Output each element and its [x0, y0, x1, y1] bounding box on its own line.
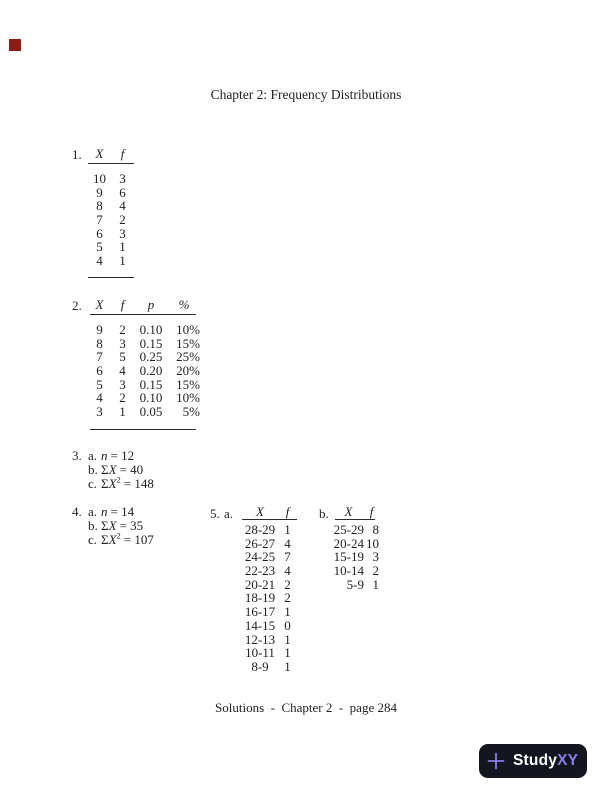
- table-row: [88, 186, 134, 200]
- frequency-table-5a: [242, 505, 297, 674]
- table-row: [88, 405, 200, 419]
- cell-f: 4: [284, 563, 291, 579]
- cell-f: 2: [119, 390, 126, 406]
- table-row: [242, 619, 297, 633]
- cell-x: 20-21: [244, 576, 276, 592]
- item-label: a.: [88, 504, 98, 519]
- problem-2-number: 2.: [72, 298, 82, 313]
- table-row: [88, 254, 134, 268]
- cell-x: 5: [96, 239, 103, 255]
- table-row: [242, 537, 297, 551]
- cell-p: 0.10: [139, 322, 163, 337]
- table-row: [242, 660, 297, 674]
- problem-4: [72, 505, 154, 547]
- cell-p: 0.25: [139, 349, 163, 365]
- table-row: [88, 172, 134, 186]
- cell-x: 4: [96, 390, 103, 406]
- cell-f: 7: [284, 549, 291, 565]
- cell-pct: 15%: [176, 335, 200, 351]
- cell-x: 16-17: [244, 604, 276, 620]
- page-title: Chapter 2: Frequency Distributions: [210, 87, 402, 102]
- table-header: [88, 146, 134, 163]
- cell-f: 1: [119, 404, 126, 420]
- cell-x: 24-25: [244, 549, 276, 565]
- table-row: [88, 378, 200, 392]
- cell-p: 0.05: [139, 404, 163, 420]
- formula: $\Sigma X^2 = 148$: [101, 474, 154, 491]
- cell-f: 1: [284, 631, 291, 647]
- cell-x: 15-19: [333, 549, 364, 565]
- cell-f: 2: [372, 563, 379, 579]
- table-row: [88, 213, 134, 227]
- cell-f: 2: [284, 590, 291, 606]
- item-label: c.: [88, 532, 98, 547]
- item-label: b.: [88, 462, 98, 477]
- item-label: b.: [88, 518, 98, 533]
- formula: n = 12: [101, 448, 135, 463]
- table-header: [242, 505, 297, 519]
- table-row: [88, 337, 200, 351]
- cell-x: 28-29: [244, 522, 276, 537]
- cell-f: 1: [372, 576, 379, 592]
- cell-x: 8: [96, 198, 103, 214]
- cell-f: 1: [119, 253, 126, 269]
- cell-x: 6: [96, 363, 103, 379]
- studyxy-logo-badge: [479, 744, 587, 778]
- logo-text-study: Study: [513, 752, 558, 769]
- cell-p: 0.15: [139, 335, 163, 351]
- cell-x: 6: [96, 225, 103, 241]
- cell-f: 3: [119, 171, 126, 186]
- problem-number: 4.: [72, 504, 82, 519]
- cell-x: 26-27: [244, 535, 276, 551]
- cell-f: 8: [372, 522, 379, 537]
- cell-f: 3: [119, 335, 126, 351]
- table-row: [333, 523, 379, 537]
- cell-f: 0: [284, 617, 291, 633]
- solution-line: [72, 530, 154, 547]
- cell-x: 3: [96, 404, 103, 420]
- cell-pct: 10%: [176, 390, 200, 406]
- table-row: [242, 578, 297, 592]
- table-body: [88, 323, 200, 419]
- cell-f: 3: [372, 549, 379, 565]
- cell-x: 14-15: [244, 617, 276, 633]
- formula: $\Sigma X^2 = 107$: [101, 530, 154, 547]
- cell-x: 7: [96, 349, 103, 365]
- logo-text-xy: XY: [557, 752, 579, 769]
- cell-pct: 25%: [176, 349, 200, 365]
- table-row: [88, 364, 200, 378]
- table-header: [333, 505, 379, 519]
- cell-x: 9: [96, 184, 103, 200]
- problem-3: [72, 449, 154, 491]
- cell-x: 10-11: [245, 645, 275, 661]
- table-rule: [90, 314, 196, 315]
- cell-f: 1: [284, 604, 291, 620]
- cell-x: 10: [93, 171, 106, 186]
- cell-f: 1: [119, 239, 126, 255]
- table-row: [242, 605, 297, 619]
- header-cell-p: p: [147, 297, 155, 312]
- cell-f: 4: [119, 363, 126, 379]
- formula: ΣX = 40: [101, 462, 144, 477]
- solution-line: [72, 505, 154, 519]
- plus-icon: [487, 752, 505, 770]
- page-footer: Solutions - Chapter 2 - page 284: [215, 700, 397, 715]
- item-label: c.: [88, 476, 98, 491]
- solution-line: [72, 449, 154, 463]
- table-body: [88, 172, 134, 268]
- table-rule: [90, 429, 196, 430]
- cell-f: 1: [284, 658, 291, 674]
- cell-f: 1: [284, 522, 291, 537]
- header-cell-pct: %: [178, 297, 190, 312]
- cell-f: 5: [119, 349, 126, 365]
- header-cell-f: f: [369, 504, 374, 519]
- problem-1-number: 1.: [72, 147, 82, 162]
- table-row: [333, 578, 379, 592]
- table-rule: [335, 519, 375, 520]
- cell-x: 8: [96, 335, 103, 351]
- problem-5a-label: a.: [224, 506, 234, 521]
- cell-pct: 15%: [176, 376, 200, 392]
- table-row: [242, 646, 297, 660]
- cell-x: 9: [96, 322, 103, 337]
- header-cell-f: f: [285, 504, 290, 519]
- cell-x: 8-9: [251, 658, 269, 674]
- cell-x: 22-23: [244, 563, 276, 579]
- formula: ΣX = 35: [101, 518, 144, 533]
- frequency-table-5b: [333, 505, 379, 591]
- table-body: [333, 523, 379, 591]
- table-row: [333, 550, 379, 564]
- cell-f: 10: [366, 535, 379, 551]
- item-label: a.: [88, 448, 98, 463]
- cell-pct: 5%: [182, 404, 200, 420]
- table-rule: [242, 519, 297, 520]
- cell-f: 3: [119, 225, 126, 241]
- cell-pct: 20%: [176, 363, 200, 379]
- table-row: [242, 564, 297, 578]
- table-row: [88, 350, 200, 364]
- problem-5b-label: b.: [319, 506, 329, 521]
- cell-f: 1: [284, 645, 291, 661]
- cell-p: 0.15: [139, 376, 163, 392]
- cell-x: 4: [96, 253, 103, 269]
- table-row: [88, 240, 134, 254]
- cell-x: 7: [96, 212, 103, 228]
- annotation-marker: [9, 39, 21, 51]
- problem-5-number: 5.: [210, 506, 220, 521]
- header-cell-x: X: [344, 504, 353, 519]
- table-row: [333, 537, 379, 551]
- table-row: [88, 227, 134, 241]
- table-row: [88, 391, 200, 405]
- cell-x: 18-19: [244, 590, 276, 606]
- solution-line: [72, 474, 154, 491]
- cell-p: 0.10: [139, 390, 163, 406]
- table-body: [242, 523, 297, 674]
- cell-f: 2: [284, 576, 291, 592]
- cell-f: 3: [119, 376, 126, 392]
- header-cell-f: f: [120, 146, 125, 161]
- cell-x: 5: [96, 376, 103, 392]
- cell-x: 20-24: [333, 535, 364, 551]
- cell-f: 6: [119, 184, 126, 200]
- cell-x: 25-29: [333, 522, 364, 537]
- cell-x: 5-9: [346, 576, 364, 592]
- table-row: [333, 564, 379, 578]
- cell-x: 12-13: [244, 631, 276, 647]
- cell-f: 4: [119, 198, 126, 214]
- table-row: [242, 633, 297, 647]
- cell-pct: 10%: [176, 322, 200, 337]
- cell-f: 4: [284, 535, 291, 551]
- table-row: [242, 523, 297, 537]
- table-row: [88, 323, 200, 337]
- table-row: [242, 550, 297, 564]
- problem-number: 3.: [72, 448, 82, 463]
- table-row: [242, 591, 297, 605]
- header-cell-f: f: [120, 297, 125, 312]
- header-cell-x: X: [256, 504, 264, 519]
- frequency-table-2: [88, 297, 200, 430]
- table-header: [88, 297, 200, 314]
- cell-x: 10-14: [333, 563, 364, 579]
- frequency-table-1: [88, 146, 134, 278]
- header-cell-x: X: [95, 297, 104, 312]
- header-cell-x: X: [95, 146, 104, 161]
- table-row: [88, 199, 134, 213]
- table-rule: [88, 277, 134, 278]
- formula: n = 14: [101, 504, 135, 519]
- table-rule: [88, 163, 134, 164]
- solution-line: [72, 463, 154, 477]
- cell-p: 0.20: [139, 363, 163, 379]
- cell-f: 2: [119, 212, 126, 228]
- cell-f: 2: [119, 322, 126, 337]
- solution-line: [72, 519, 154, 533]
